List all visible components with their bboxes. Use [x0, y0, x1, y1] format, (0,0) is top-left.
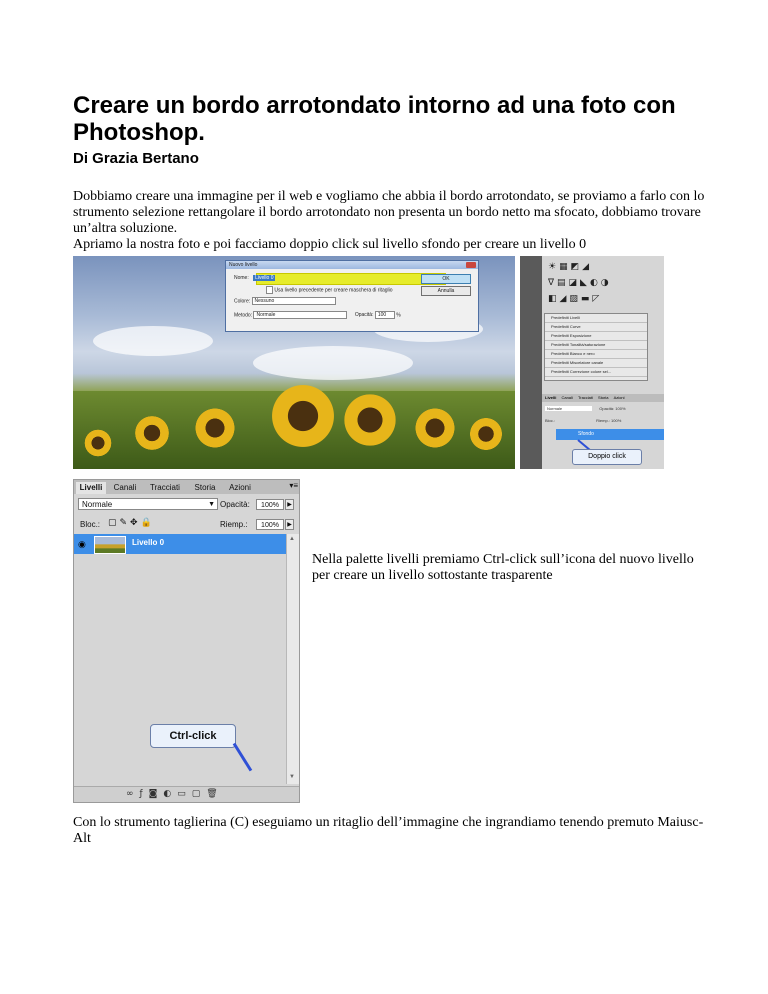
new-layer-dialog	[225, 260, 479, 332]
opacity-unit: %	[396, 312, 401, 319]
sunflower	[83, 428, 113, 458]
lock-icons[interactable]: ▢✎✥🔒	[108, 518, 155, 528]
mini-blend-select[interactable]: Normale	[545, 406, 592, 411]
ctrl-click-callout: Ctrl-click	[150, 724, 236, 748]
tab-storia[interactable]: Storia	[598, 395, 609, 400]
layer-thumbnail	[94, 536, 126, 554]
sunflower	[468, 416, 504, 452]
layer-row[interactable]	[74, 534, 288, 554]
mini-layer-name: Sfondo	[578, 431, 594, 437]
cloud-shape	[93, 326, 213, 356]
opacity-arrow-icon[interactable]: ▶	[285, 499, 294, 510]
preset-item[interactable]: Predefiniti Miscelatore canale	[545, 359, 647, 368]
sunflower	[413, 406, 457, 450]
preset-item[interactable]: Predefiniti Livelli	[545, 314, 647, 323]
clipping-row	[266, 286, 393, 294]
opacity-field[interactable]: 100	[375, 311, 395, 319]
tab-livelli[interactable]: Livelli	[76, 482, 106, 494]
preset-item[interactable]: Predefiniti Tonalità/saturazione	[545, 341, 647, 350]
opacity-label: Opacità:	[354, 312, 374, 319]
tab-storia[interactable]: Storia	[194, 483, 216, 492]
pointer-arrow	[233, 743, 253, 772]
close-icon[interactable]	[466, 262, 476, 268]
sunflower	[133, 414, 171, 452]
mini-blend-row	[542, 404, 664, 414]
mode-select[interactable]: Normale	[253, 311, 347, 319]
lock-label: Bloc.:	[80, 520, 101, 529]
name-highlight	[256, 273, 446, 285]
scroll-down-icon[interactable]: ▼	[289, 774, 295, 780]
layer-action-icons[interactable]: ∞ƒ◙◐▭▢🗑	[126, 789, 224, 799]
color-select[interactable]: Nessuno	[252, 297, 336, 305]
mini-layer-row[interactable]	[556, 429, 664, 440]
cloud-shape	[253, 346, 413, 380]
mini-opacity-label: Opacità:	[599, 406, 615, 411]
name-row	[234, 275, 275, 281]
adjustment-icons-row-1: ☀▦◩◢	[548, 262, 592, 272]
step-3-paragraph: Con lo strumento taglierina (C) eseguiamo un ritaglio dell’immagine che ingrandiamo tenendo premuto Maiusc-Alt	[73, 815, 704, 846]
name-field[interactable]: Livello 0	[255, 275, 274, 281]
scroll-up-icon[interactable]: ▲	[289, 536, 295, 542]
adjustment-presets-list	[544, 313, 648, 381]
opacity-label: Opacità:	[220, 500, 250, 509]
mini-lock-label: Bloc.:	[545, 418, 556, 423]
tab-tracciati[interactable]: Tracciati	[577, 395, 593, 400]
chevron-down-icon: ▼	[208, 501, 215, 508]
mini-lock-row	[542, 416, 664, 426]
step-1-paragraph: Apriamo la nostra foto e poi facciamo doppio click sul livello sfondo per creare un livello 0	[73, 237, 587, 252]
tab-livelli[interactable]: Livelli	[545, 395, 557, 400]
intro-paragraph: Dobbiamo creare una immagine per il web e vogliamo che abbia il bordo arrotondato, se proviamo a farlo con lo strumento selezione rettangolare il bordo arrotondato non presenta un bordo netto ma sfocato, dobbiamo trovare un’altra soluzione.	[73, 189, 705, 236]
page-title: Creare un bordo arrotondato intorno ad una foto con Photoshop.	[73, 92, 676, 146]
fill-arrow-icon[interactable]: ▶	[285, 519, 294, 530]
tab-canali[interactable]: Canali	[561, 395, 573, 400]
ok-button[interactable]: OK	[421, 274, 471, 284]
layers-tabs	[74, 480, 300, 494]
double-click-callout: Doppio click	[572, 449, 642, 465]
screenshot-adjustments-panel	[520, 256, 664, 469]
eye-icon[interactable]: ◉	[78, 539, 86, 549]
screenshot-layers-panel	[73, 479, 300, 803]
mode-label: Metodo:	[234, 312, 253, 319]
screenshot-photo-dialog	[73, 256, 515, 469]
mode-row	[234, 311, 401, 319]
sunflower	[268, 381, 338, 451]
fill-label: Riemp.:	[220, 520, 248, 529]
adjustment-icons-row-3: ◧◢▨▬◸	[548, 294, 603, 304]
sunflower	[193, 406, 237, 450]
preset-item[interactable]: Predefiniti Bianco e nero	[545, 350, 647, 359]
clipping-checkbox[interactable]	[266, 286, 273, 294]
preset-item[interactable]: Predefiniti Curve	[545, 323, 647, 332]
tab-tracciati[interactable]: Tracciati	[150, 483, 180, 492]
author-line: Di Grazia Bertano	[73, 150, 199, 167]
layer-name: Livello 0	[132, 538, 165, 547]
blend-mode-value: Normale	[82, 500, 113, 509]
preset-item[interactable]: Predefiniti Correzione colore sel...	[545, 368, 647, 377]
blend-mode-select[interactable]	[78, 498, 218, 510]
color-label: Colore:	[234, 298, 251, 305]
name-label: Nome:	[234, 275, 249, 281]
mini-fill-label: Riemp.:	[596, 418, 610, 423]
fill-field[interactable]: 100%	[256, 519, 284, 530]
tab-azioni[interactable]: Azioni	[229, 483, 251, 492]
panel-menu-icon[interactable]: ▾≡	[289, 481, 298, 490]
clipping-label: Usa livello precedente per creare maschera di ritaglio	[274, 287, 393, 294]
mini-layer-tabs	[542, 394, 664, 402]
dialog-title: Nuovo livello	[226, 261, 478, 269]
tab-canali[interactable]: Canali	[113, 483, 137, 492]
mini-fill-value[interactable]: 100%	[611, 418, 622, 423]
opacity-field[interactable]: 100%	[256, 499, 284, 510]
preset-item[interactable]: Predefiniti Esposizione	[545, 332, 647, 341]
color-row	[234, 297, 336, 305]
layers-bottom-bar	[74, 786, 300, 803]
cancel-button[interactable]: Annulla	[421, 286, 471, 296]
tab-azioni[interactable]: Azioni	[613, 395, 625, 400]
mini-opacity-value[interactable]: 100%	[615, 406, 626, 411]
step-2-paragraph: Nella palette livelli premiamo Ctrl-click sull’icona del nuovo livello per creare un livello sottostante trasparente	[312, 552, 694, 583]
adjustment-icons-row-2: ∇▤◪◣◐◑	[548, 278, 612, 288]
scrollbar[interactable]	[286, 534, 299, 784]
sunflower	[341, 391, 399, 449]
